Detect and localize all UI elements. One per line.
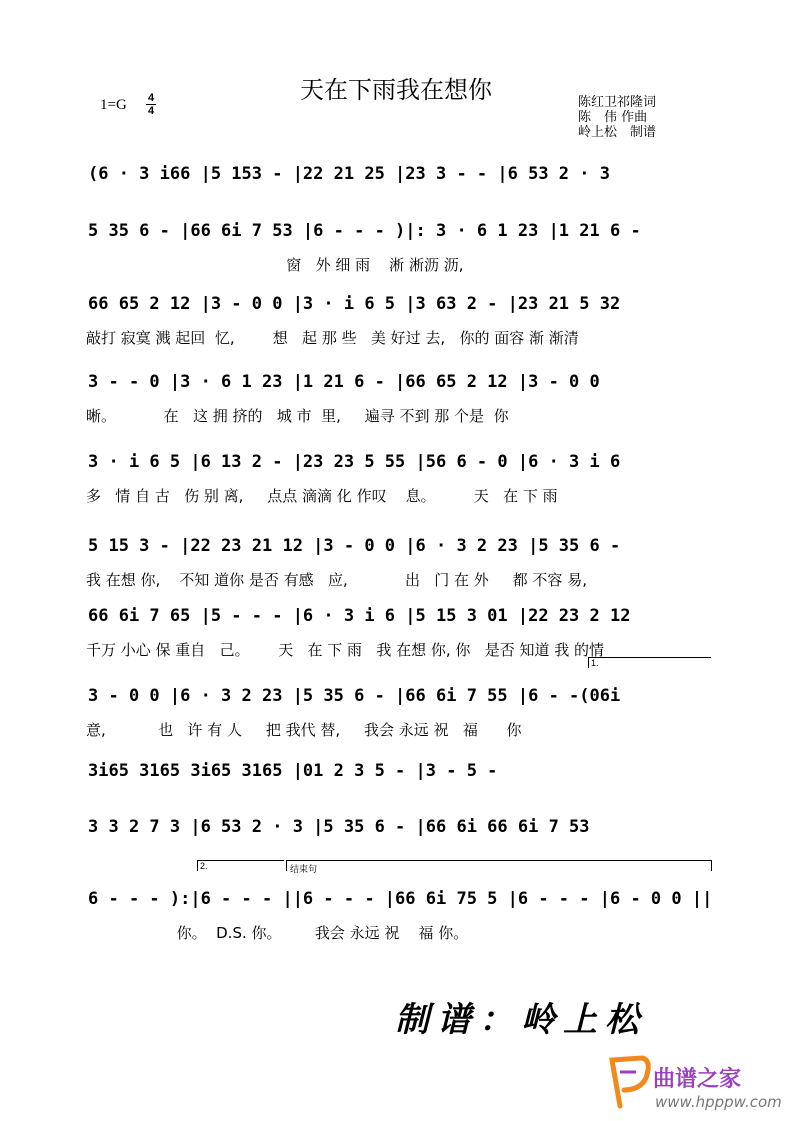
site-logo-icon	[606, 1052, 654, 1112]
lyrics: 晰。 在 这 拥 挤的 城 市 里, 遍寻 不到 那 个是 你	[86, 407, 509, 425]
arranger-credit: 岭上松 制谱	[578, 125, 657, 140]
second-ending-bracket	[197, 860, 284, 871]
coda-bracket	[286, 860, 712, 874]
time-signature	[146, 92, 156, 117]
first-ending-bracket	[588, 657, 711, 668]
song-title: 天在下雨我在想你	[300, 76, 492, 104]
notation: 3 - - 0 |3 · 6 1 23 |1 21 6 - |66 65 2 12 |3 - 0 0	[88, 372, 600, 392]
meter-bottom: 4	[147, 105, 155, 117]
score-line	[0, 212, 792, 292]
score-line	[0, 443, 792, 523]
score-line	[0, 285, 792, 365]
coda-label: 结束句	[290, 864, 318, 874]
notation: 66 65 2 12 |3 - 0 0 |3 · i 6 5 |3 63 2 - |23 21 5 32	[88, 294, 621, 314]
lyrics: 千万 小心 保 重自 己。 天 在 下 雨 我 在想 你, 你 是否 知道 我 的情	[86, 641, 605, 659]
score-line	[0, 808, 792, 888]
score-line	[0, 677, 792, 757]
lyrics: 多 情 自 古 伤 别 离, 点点 滴滴 化 作叹 息。 天 在 下 雨	[86, 487, 558, 505]
composer-credit: 陈 伟 作曲	[578, 110, 648, 125]
site-url[interactable]: www.hpppw.com	[655, 1093, 782, 1111]
arranger-signature: 制谱：岭上松	[395, 1000, 647, 1040]
notation: 66 6i 7 65 |5 - - - |6 · 3 i 6 |5 15 3 01 |22 23 2 12	[88, 606, 631, 626]
lyricist-credit: 陈红卫祁隆词	[578, 95, 657, 110]
second-ending-label: 2.	[200, 861, 208, 871]
notation: 3 - 0 0 |6 · 3 2 23 |5 35 6 - |66 6i 7 55 |6 - -(06i	[88, 686, 621, 706]
notation: 3 · i 6 5 |6 13 2 - |23 23 5 55 |56 6 - 0 |6 · 3 i 6	[88, 452, 621, 472]
score-line	[0, 363, 792, 443]
lyrics: 窗 外 细 雨 淅 淅沥 沥,	[86, 256, 464, 274]
credits	[578, 95, 656, 140]
notation: 3i65 3165 3i65 3165 |01 2 3 5 - |3 - 5 -	[88, 761, 498, 781]
notation: 6 - - - ):|6 - - - ||6 - - - |66 6i 75 5 |6 - - - |6 - 0 0 ||	[88, 889, 713, 909]
key-signature: 1=G	[100, 97, 127, 113]
notation: 5 35 6 - |66 6i 7 53 |6 - - - )|: 3 · 6 1 23 |1 21 6 -	[88, 221, 641, 241]
first-ending-label: 1.	[591, 658, 599, 668]
score-line	[0, 880, 792, 960]
notation: (6 · 3 i66 |5 153 - |22 21 25 |23 3 - - |6 53 2 · 3	[88, 164, 610, 184]
lyrics: 你。 D.S. 你。 我会 永远 祝 福 你。	[86, 924, 469, 942]
site-logo-name: 曲谱之家	[653, 1067, 742, 1092]
lyrics: 意, 也 许 有 人 把 我代 替, 我会 永远 祝 福 你	[86, 721, 522, 739]
notation: 5 15 3 - |22 23 21 12 |3 - 0 0 |6 · 3 2 23 |5 35 6 -	[88, 536, 621, 556]
lyrics: 敲打 寂寞 溅 起回 忆, 想 起 那 些 美 好过 去, 你的 面容 渐 渐清	[86, 329, 579, 347]
meter-top: 4	[147, 92, 155, 104]
notation: 3 3 2 7 3 |6 53 2 · 3 |5 35 6 - |66 6i 66 6i 7 53	[88, 817, 590, 837]
lyrics: 我 在想 你, 不知 道你 是否 有感 应, 出 门 在 外 都 不容 易,	[86, 571, 587, 589]
score-line	[0, 527, 792, 607]
